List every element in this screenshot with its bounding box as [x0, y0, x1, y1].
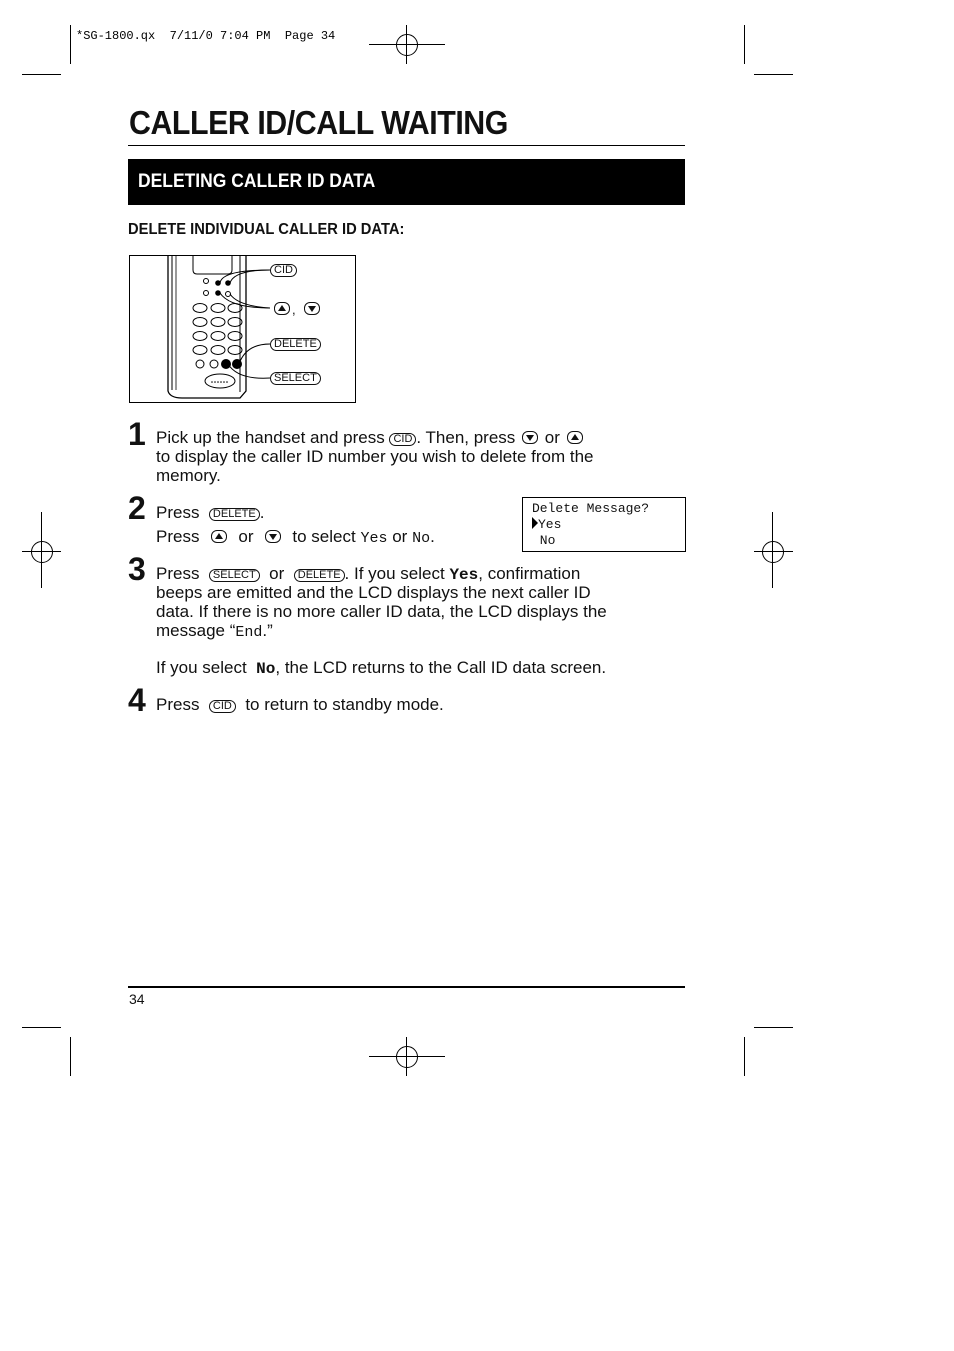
- no-option-text: No: [256, 660, 276, 678]
- page-title: CALLER ID/CALL WAITING: [129, 104, 508, 141]
- crop-mark: [744, 1037, 745, 1076]
- step-4-line-1: [156, 695, 444, 715]
- yes-option-text: Yes: [449, 566, 479, 584]
- figure-separator: ,: [292, 302, 296, 317]
- step-1-number: 1: [128, 416, 146, 452]
- crop-mark: [70, 1037, 71, 1076]
- cid-key-icon: CID: [209, 700, 236, 713]
- crop-mark: [22, 74, 61, 75]
- step-text: Press: [156, 564, 200, 583]
- step-text: .”: [262, 621, 273, 640]
- cid-key-label: CID: [270, 264, 297, 277]
- step-text: to return to standby mode.: [245, 695, 444, 714]
- footer-rule: [128, 986, 685, 988]
- delete-key-icon: DELETE: [294, 569, 345, 582]
- step-1-line-2: to display the caller ID number you wish to delete from the: [156, 447, 594, 466]
- subheading: DELETE INDIVIDUAL CALLER ID DATA:: [128, 221, 405, 238]
- step-1-line-1: [156, 428, 585, 448]
- step-1-line-3: memory.: [156, 466, 221, 485]
- lcd-line-1: Delete Message?: [532, 501, 650, 516]
- up-arrow-key-icon: [211, 530, 227, 543]
- step-text: Press: [156, 695, 200, 714]
- step-text: , confirmation: [478, 564, 581, 583]
- delete-key-icon: DELETE: [209, 508, 260, 521]
- up-arrow-key-icon: [274, 302, 290, 315]
- step-text: or: [238, 527, 254, 546]
- step-text: or: [392, 527, 408, 546]
- down-arrow-key-icon: [265, 530, 281, 543]
- step-text: Pick up the handset and press: [156, 428, 385, 447]
- no-option-text: No: [412, 530, 431, 547]
- step-text: .: [430, 527, 435, 546]
- lcd-display: [522, 497, 686, 552]
- select-key-label: SELECT: [270, 372, 321, 385]
- section-header-bar: [128, 159, 685, 205]
- end-message-text: End: [235, 624, 263, 641]
- step-text: or: [269, 564, 285, 583]
- yes-option-text: Yes: [360, 530, 388, 547]
- step-text: Press: [156, 527, 200, 546]
- up-arrow-key-icon: [567, 431, 583, 444]
- step-text: or: [544, 428, 560, 447]
- step-text: message “: [156, 621, 236, 640]
- delete-key-label: DELETE: [270, 338, 321, 351]
- step-3-line-3: data. If there is no more caller ID data, the LCD displays the: [156, 602, 607, 621]
- handset-figure: [129, 255, 356, 403]
- step-4-number: 4: [128, 682, 146, 718]
- cid-key-icon: CID: [389, 433, 416, 446]
- crop-mark: [70, 25, 71, 64]
- step-text: . Then, press: [416, 428, 516, 447]
- step-2-number: 2: [128, 490, 146, 526]
- step-3-line-5: [156, 658, 606, 680]
- handset-illustration: [130, 256, 355, 402]
- step-text: If you select: [156, 658, 247, 677]
- crop-mark: [754, 74, 793, 75]
- step-2-line-2: [156, 527, 435, 549]
- step-text: to select: [292, 527, 356, 546]
- step-text: Press: [156, 503, 200, 522]
- step-2-line-1: [156, 503, 264, 523]
- lcd-line-2: Yes: [538, 517, 562, 532]
- down-arrow-key-icon: [522, 431, 538, 444]
- step-3-line-4: [156, 621, 273, 643]
- step-3-number: 3: [128, 551, 146, 587]
- lcd-line-3: No: [532, 533, 556, 548]
- crop-mark: [754, 1027, 793, 1028]
- step-text: . If you select: [344, 564, 445, 583]
- print-slug: *SG-1800.qx 7/11/0 7:04 PM Page 34: [76, 29, 336, 43]
- crop-mark: [744, 25, 745, 64]
- step-3-line-2: beeps are emitted and the LCD displays the next caller ID: [156, 583, 591, 602]
- step-text: , the LCD returns to the Call ID data screen.: [275, 658, 607, 677]
- title-rule: [128, 145, 685, 146]
- down-arrow-key-icon: [304, 302, 320, 315]
- select-key-icon: SELECT: [209, 569, 260, 582]
- page-number: 34: [129, 991, 145, 1007]
- step-text: .: [259, 503, 265, 522]
- section-title: DELETING CALLER ID DATA: [138, 171, 376, 192]
- crop-mark: [22, 1027, 61, 1028]
